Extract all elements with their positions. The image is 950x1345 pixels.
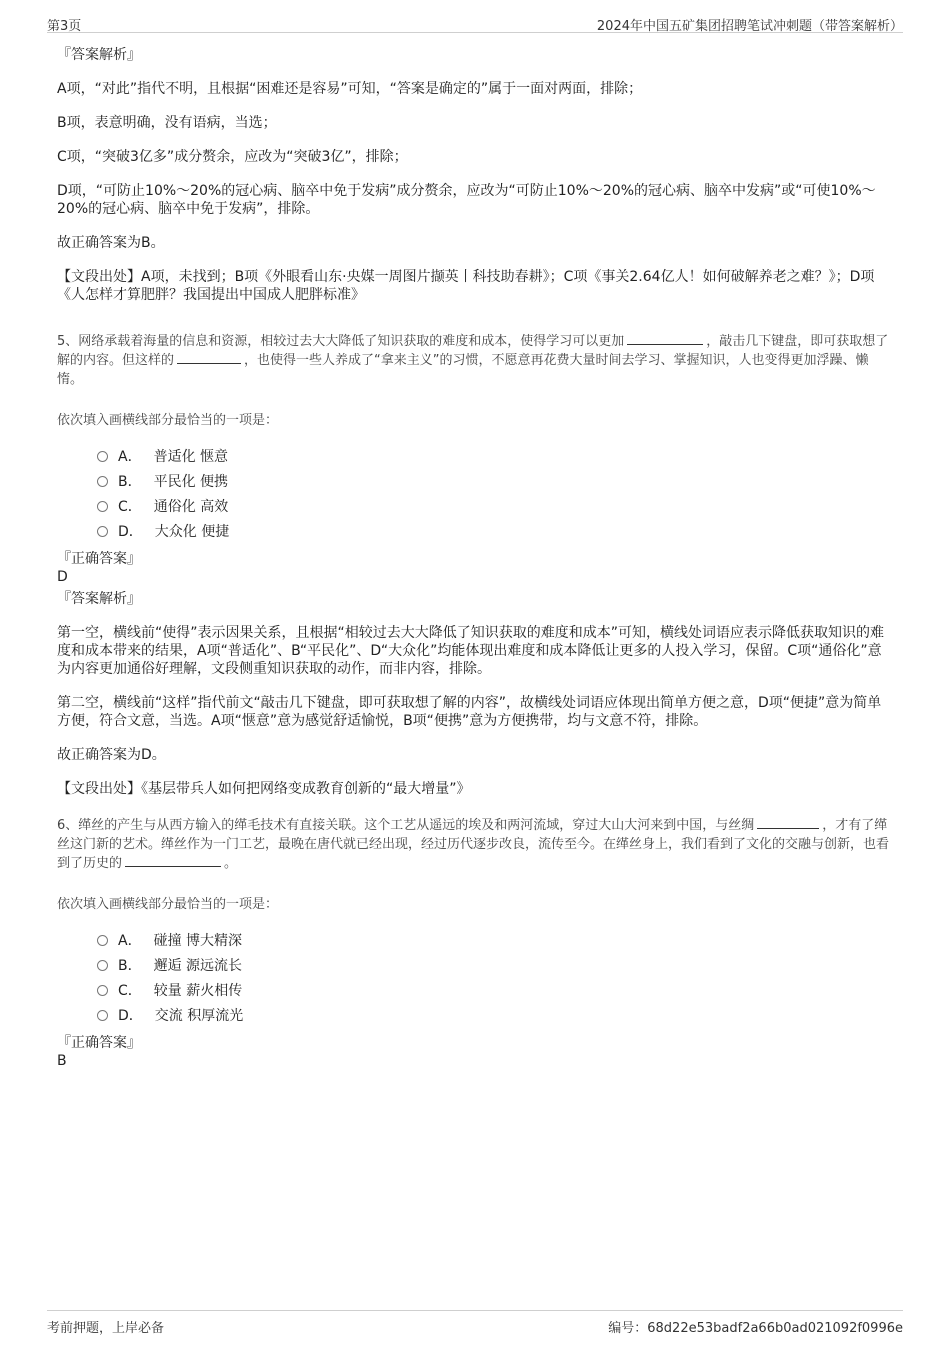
q6-option-c[interactable]: C． 较量 薪火相传 (97, 978, 893, 1003)
q5-answer: D (57, 569, 68, 585)
q4-source: 【文段出处】A项，未找到；B项《外眼看山东·央媒一周图片撷英丨科技助春耕》；C项《事关2.64亿人！如何破解养老之难？》；D项《人怎样才算肥胖？我国提出中国成人肥胖标准》 (57, 269, 875, 303)
q5-blank-2 (177, 351, 241, 364)
q5-prompt: 依次填入画横线部分最恰当的一项是： (57, 413, 279, 428)
q5-stem: 5、网络承载着海量的信息和资源，相较过去大大降低了知识获取的难度和成本，使得学习可以更加 ，敲击几下键盘，即可获取想了解的内容。但这样的 ，也使得一些人养成了“拿来主义”的习惯，不愿意再花费大量时间去学习、掌握知识，人也变得更加浮躁、懒惰。 (57, 334, 889, 387)
q6-option-d[interactable]: D． 交流 积厚流光 (97, 1003, 893, 1028)
q5-analysis-2: 第二空，横线前“这样”指代前文“敲击几下键盘，即可获取想了解的内容”，故横线处词语应体现出简单方便之意，D项“便捷”意为简单方便，符合文意，当选。A项“惬意”意为感觉舒适愉悦，B项“便携”意为方便携带，均与文意不符，排除。 (57, 695, 882, 729)
radio-icon[interactable] (97, 526, 108, 537)
q5-option-b[interactable]: B． 平民化 便携 (97, 469, 893, 494)
q5-analysis-1: 第一空，横线前“使得”表示因果关系，且根据“相较过去大大降低了知识获取的难度和成本”可知，横线处词语应表示降低获取知识的难度和成本带来的结果，A项“普适化”、B“平民化”、D“大众化”均能体现出难度和成本降低让更多的人投入学习，保留。C项“通俗化”意为内容更加通俗好理解，文段侧重知识获取的动作，而非内容，排除。 (57, 625, 885, 677)
q4-conclusion: 故正确答案为B。 (57, 235, 165, 251)
radio-icon[interactable] (97, 1010, 108, 1021)
q5-blank-1 (627, 332, 703, 345)
q4-analysis-c: C项，“突破3亿多”成分赘余，应改为“突破3亿”，排除； (57, 149, 408, 165)
q5-options (97, 444, 893, 544)
q5-option-c[interactable]: C． 通俗化 高效 (97, 494, 893, 519)
q6-blank-1 (757, 816, 819, 829)
footer-slogan: 考前押题，上岸必备 (47, 1321, 165, 1336)
q6-blank-2 (125, 854, 221, 867)
q5-source: 【文段出处】《基层带兵人如何把网络变成教育创新的“最大增量”》 (57, 781, 471, 797)
q4-analysis-a: A项，“对此”指代不明，且根据“困难还是容易”可知，“答案是确定的”属于一面对两面，排除； (57, 81, 643, 97)
radio-icon[interactable] (97, 985, 108, 996)
radio-icon[interactable] (97, 451, 108, 462)
page-header (47, 12, 903, 33)
q5-option-d[interactable]: D． 大众化 便捷 (97, 519, 893, 544)
q4-analysis-label: 『答案解析』 (57, 47, 141, 63)
radio-icon[interactable] (97, 501, 108, 512)
document-content (57, 46, 893, 1070)
q5-answer-label: 『正确答案』 (57, 551, 141, 567)
q6-option-a[interactable]: A． 碰撞 博大精深 (97, 928, 893, 953)
page-footer (47, 1310, 903, 1337)
q6-options (97, 928, 893, 1028)
q6-prompt: 依次填入画横线部分最恰当的一项是： (57, 897, 279, 912)
q5-conclusion: 故正确答案为D。 (57, 747, 166, 763)
radio-icon[interactable] (97, 935, 108, 946)
page-number: 第3页 (47, 19, 82, 34)
q4-analysis-b: B项，表意明确，没有语病，当选； (57, 115, 277, 131)
q4-analysis-d: D项，“可防止10%～20%的冠心病、脑卒中免于发病”成分赘余，应改为“可防止10%～20%的冠心病、脑卒中发病”或“可使10%～20%的冠心病、脑卒中免于发病”，排除。 (57, 183, 876, 217)
document-title: 2024年中国五矿集团招聘笔试冲刺题（带答案解析） (596, 19, 903, 34)
q5-option-a[interactable]: A． 普适化 惬意 (97, 444, 893, 469)
q6-answer: B (57, 1053, 67, 1069)
q6-option-b[interactable]: B． 邂逅 源远流长 (97, 953, 893, 978)
radio-icon[interactable] (97, 476, 108, 487)
document-code: 编号：68d22e53badf2a66b0ad021092f0996e (608, 1321, 903, 1336)
radio-icon[interactable] (97, 960, 108, 971)
q6-stem: 6、缂丝的产生与从西方输入的缂毛技术有直接关联。这个工艺从遥远的埃及和两河流域，穿过大山大河来到中国，与丝绸 ，才有了缂丝这门新的艺术。缂丝作为一门工艺，最晚在唐代就已经出现，经过历代逐步改良，流传至今。在缂丝身上，我们看到了文化的交融与创新，也看到了历史的 。 (57, 818, 890, 871)
q6-answer-label: 『正确答案』 (57, 1035, 141, 1051)
q5-analysis-label: 『答案解析』 (57, 591, 141, 607)
